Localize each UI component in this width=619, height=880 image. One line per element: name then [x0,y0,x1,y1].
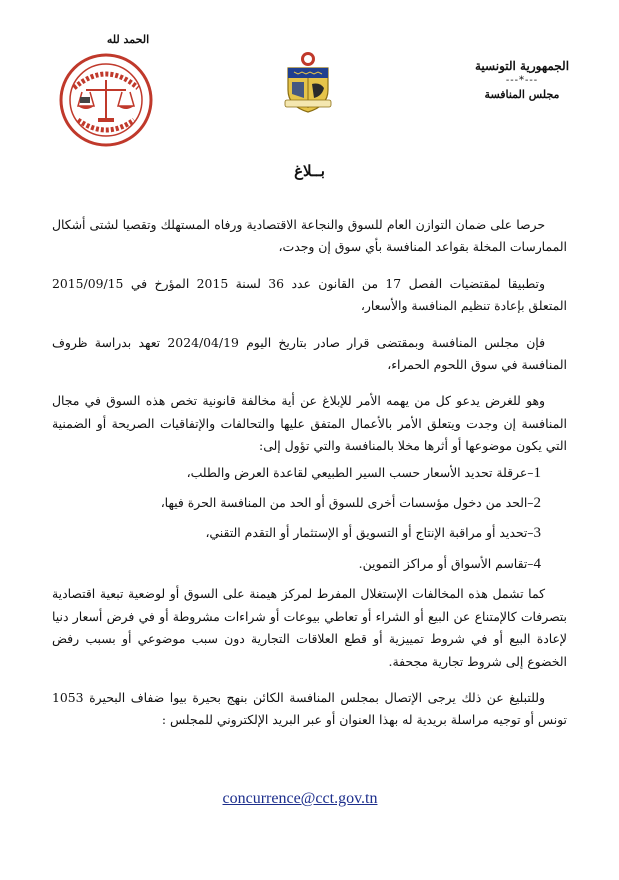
list-item [52,492,541,514]
letterhead [467,58,577,103]
council-name: مجلس المنافسة [484,87,560,101]
paragraph-decision: فإن مجلس المنافسة وبمقتضى قرار صادر بتاريخ اليوم 2024/04/19 تعهد بدراسة ظروف المنافسة في سوق اللحوم الحمراء، [52,334,567,373]
paragraph-intro: حرصا على ضمان التوازن العام للسوق والنجاعة الاقتصادية ورفاه المستهلك وتقصيا لشتى أشكال الممارسات المخلة بقواعد المنافسة بأي سوق إن وجدت، [52,217,567,255]
council-scales-seal-icon [56,50,156,150]
list-item [52,462,541,484]
country-name: الجمهورية التونسية [474,59,570,73]
violations-list [52,462,567,576]
tunisia-coat-of-arms-icon [282,50,334,114]
list-text: –تقاسم الأسواق أو مراكز التموين. [358,555,534,571]
list-number: 3 [533,525,541,542]
paragraph-contact: وللتبليغ عن ذلك يرجى الإتصال بمجلس المنافسة الكائن بنهج بحيرة بيوا ضفاف البحيرة 1053 تونس أو توجيه مراسلة بريدية له بهذا العنوان أو عبر البريد الإلكتروني للمجلس : [52,689,567,728]
list-number: 4 [533,555,541,572]
list-text: –عرقلة تحديد الأسعار حسب السير الطبيعي لقاعدة العرض والطلب، [186,464,534,480]
list-item [52,553,541,575]
paragraph-law: وتطبيقا لمقتضيات الفصل 17 من القانون عدد 36 لسنة 2015 المؤرخ في 2015/09/15 المتعلق بإعادة تنظيم المنافسة والأسعار، [52,275,567,314]
list-number: 2 [533,495,541,512]
email-link[interactable]: concurrence@cct.gov.tn [222,790,378,807]
list-item [52,522,541,544]
hamd-text: الحمد لله [106,33,150,46]
announcement-body [52,214,567,746]
page-title: بــلاغ [294,162,325,180]
list-text: –تحديد أو مراقبة الإنتاج أو التسويق أو الإستثمار أو التقدم التقني، [205,525,534,541]
list-text: –الحد من دخول مؤسسات أخرى للسوق أو الحد من المنافسة الحرة فيها، [160,495,534,511]
paragraph-abuse: كما تشمل هذه المخالفات الإستغلال المفرط لمركز هيمنة على السوق أو لوضعية تبعية اقتصادية بتصرفات كالإمتناع عن البيع أو الشراء أو تعاطي بيوعات أو شراءات مشروطة أو في فرض أسعار دنيا لإعادة البيع أو في شروط تمييزية أو قطع العلاقات التجارية دون سبب موضوعي أو بسبب رفض الخضوع إلى شروط تجارية مجحفة. [52,586,567,669]
list-number: 1 [533,464,541,481]
header-separator: ---*--- [505,75,539,87]
paragraph-invitation: وهو للغرض يدعو كل من يهمه الأمر للإبلاغ عن أية مخالفة قانونية تخص هذه السوق في مجال المنافسة إن وجدت ويتعلق الأمر بالأعمال المتفق عليها والتحالفات والإتفاقيات الصريحة أو الضمنية التي يكون موضوعها أو أثرها مخلا بالمنافسة والتي تؤول إلى: [52,393,567,454]
